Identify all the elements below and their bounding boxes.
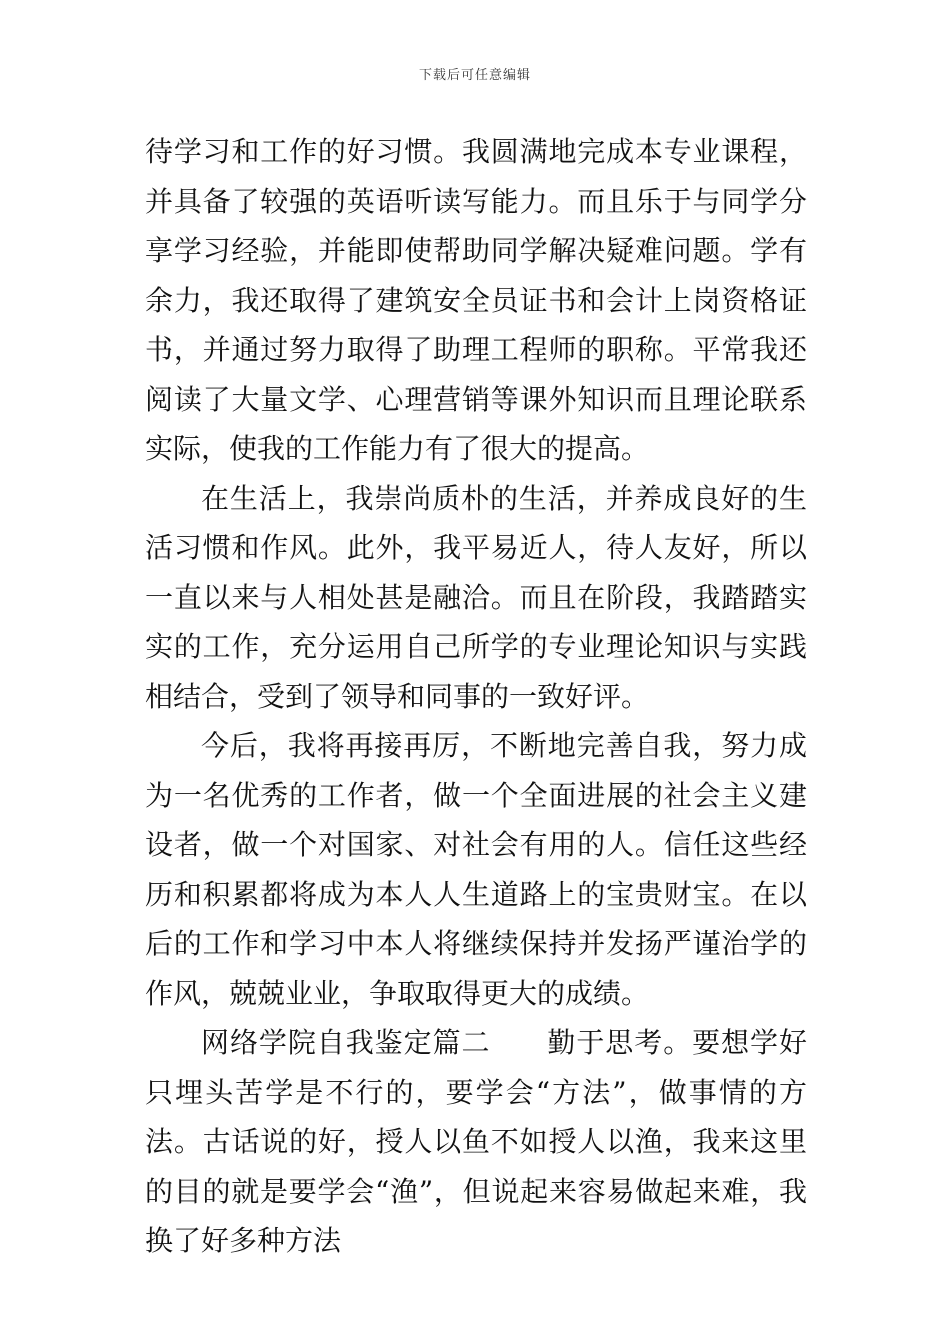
paragraph-2: 在生活上，我崇尚质朴的生活，并养成良好的生活习惯和作风。此外，我平易近人，待人友好，所以一直以来与人相处甚是融洽。而且在阶段，我踏踏实实的工作，充分运用自己所学的专业理论知识与实践相结合，受到了领导和同事的一致好评。 (145, 481, 807, 713)
section-title: 网络学院自我鉴定篇二 (201, 1026, 491, 1059)
document-body (145, 127, 807, 1266)
paragraph-4 (145, 1018, 807, 1266)
page-header: 下载后可任意编辑 (418, 68, 531, 83)
section-text: 勤于思考。要想学好只埋头苦学是不行的，要学会“方法”，做事情的方法。古话说的好，授人以鱼不如授人以渔，我来这里的目的就是要学会“渔”，但说起来容易做起来难，我换了好多种方法 (145, 1026, 807, 1257)
paragraph-1: 待学习和工作的好习惯。我圆满地完成本专业课程，并具备了较强的英语听读写能力。而且乐于与同学分享学习经验，并能即使帮助同学解决疑难问题。学有余力，我还取得了建筑安全员证书和会计上岗资格证书，并通过努力取得了助理工程师的职称。平常我还阅读了大量文学、心理营销等课外知识而且理论联系实际，使我的工作能力有了很大的提高。 (145, 135, 807, 465)
paragraph-3: 今后，我将再接再厉，不断地完善自我，努力成为一名优秀的工作者，做一个全面进展的社会主义建设者，做一个对国家、对社会有用的人。信任这些经历和积累都将成为本人人生道路上的宝贵财宝。在以后的工作和学习中本人将继续保持并发扬严谨治学的作风，兢兢业业，争取取得更大的成绩。 (145, 729, 807, 1010)
